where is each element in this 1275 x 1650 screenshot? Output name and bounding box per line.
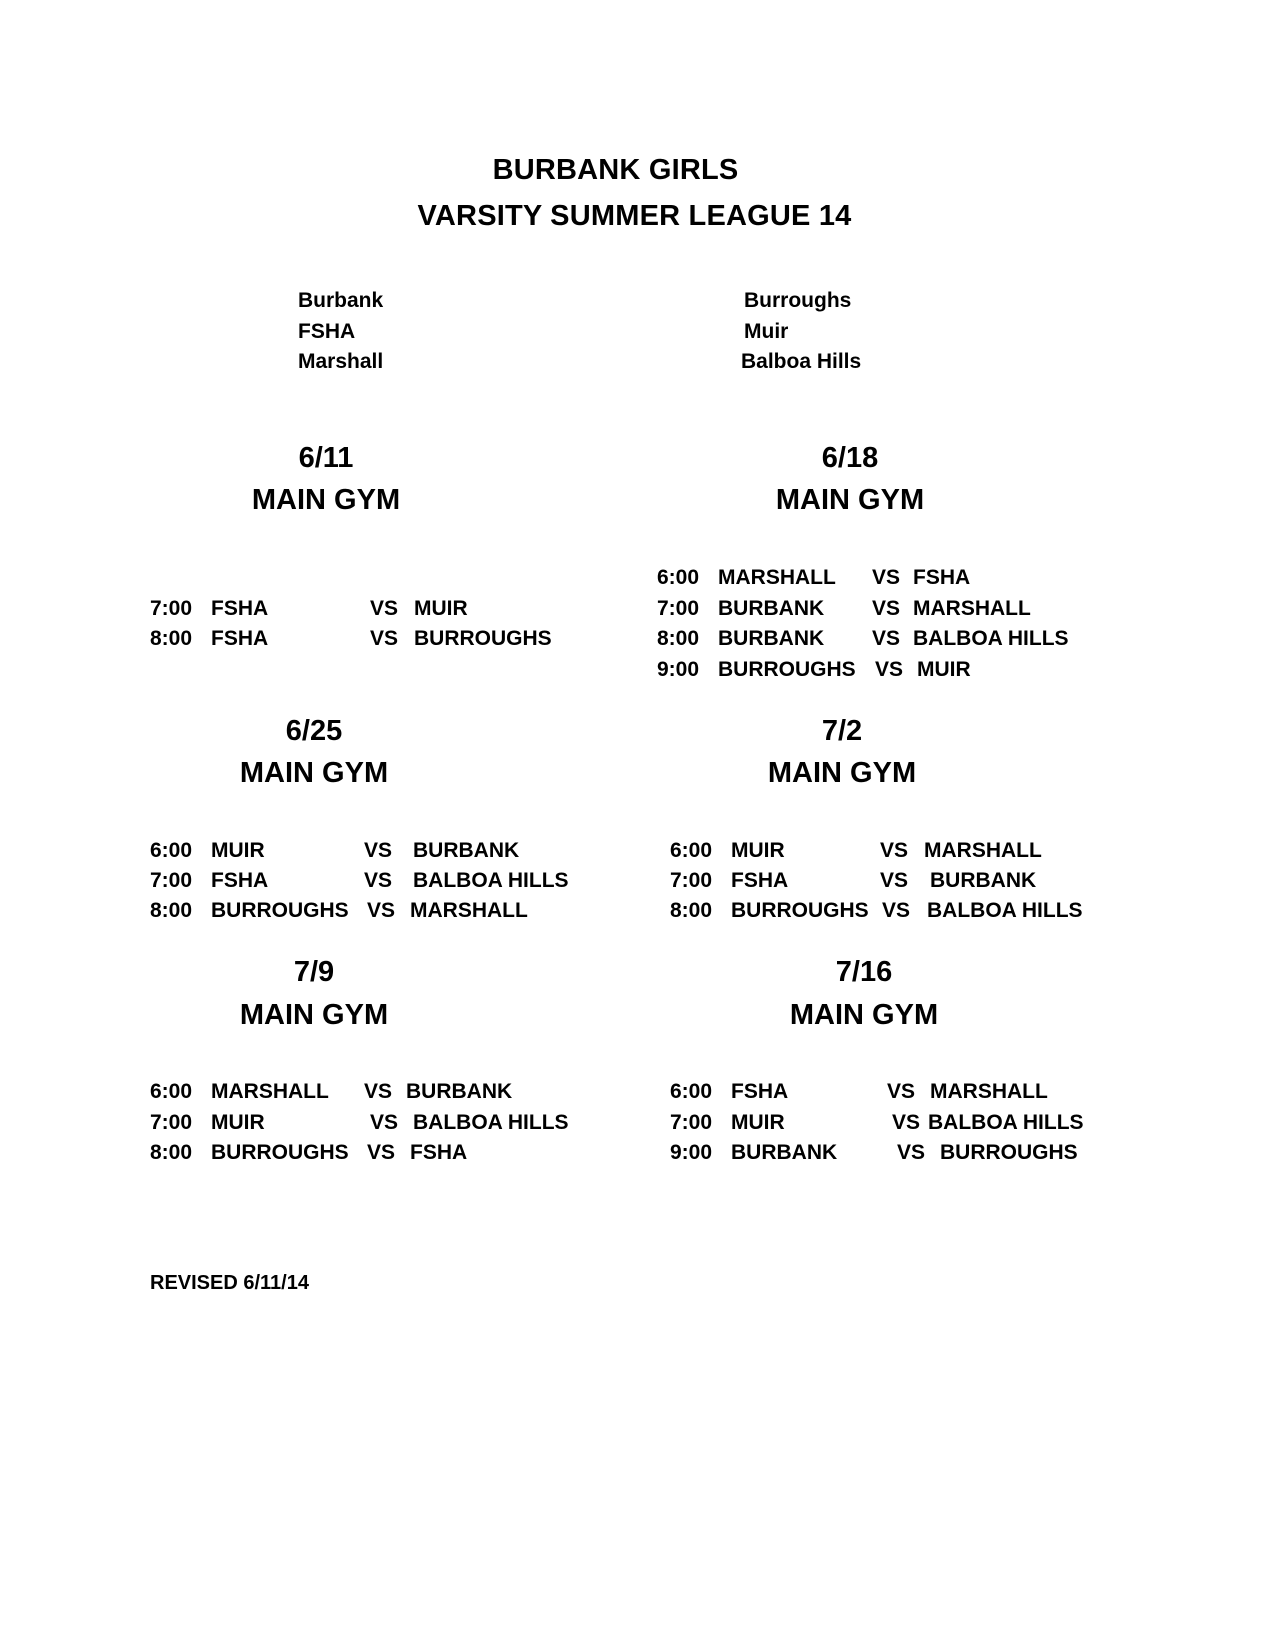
team-list-item: FSHA [298, 320, 356, 343]
game-vs: VS [364, 839, 393, 862]
game-home: BURROUGHS [718, 658, 856, 681]
game-home: BURBANK [718, 627, 825, 650]
game-time: 7:00 [657, 597, 700, 620]
game-time: 9:00 [670, 1141, 713, 1164]
game-time: 8:00 [150, 899, 193, 922]
game-away: BURBANK [406, 1080, 513, 1103]
game-away: BALBOA HILLS [913, 627, 1069, 650]
team-list-item: Muir [744, 320, 789, 343]
game-home: FSHA [211, 597, 269, 620]
page-title: BURBANK GIRLS [492, 154, 739, 186]
game-away: BURROUGHS [940, 1141, 1078, 1164]
schedule-venue: MAIN GYM [239, 757, 389, 789]
game-vs: VS [875, 658, 904, 681]
game-time: 6:00 [670, 1080, 713, 1103]
game-away: MUIR [917, 658, 971, 681]
game-time: 9:00 [657, 658, 700, 681]
game-away: BALBOA HILLS [928, 1111, 1084, 1134]
game-time: 8:00 [150, 627, 193, 650]
game-vs: VS [880, 839, 909, 862]
game-vs: VS [872, 597, 901, 620]
game-home: FSHA [211, 627, 269, 650]
game-time: 7:00 [150, 1111, 193, 1134]
game-away: BALBOA HILLS [413, 869, 569, 892]
schedule-venue: MAIN GYM [239, 999, 389, 1031]
game-away: MARSHALL [913, 597, 1031, 620]
game-away: BURROUGHS [414, 627, 552, 650]
game-vs: VS [370, 597, 399, 620]
game-time: 7:00 [150, 869, 193, 892]
game-away: MUIR [414, 597, 468, 620]
game-away: MARSHALL [410, 899, 528, 922]
schedule-venue: MAIN GYM [251, 484, 401, 516]
game-time: 7:00 [670, 869, 713, 892]
game-vs: VS [892, 1111, 921, 1134]
game-home: MUIR [731, 839, 785, 862]
game-vs: VS [882, 899, 911, 922]
game-home: MARSHALL [211, 1080, 329, 1103]
team-list-item: Burbank [298, 289, 384, 312]
game-time: 6:00 [150, 1080, 193, 1103]
game-time: 8:00 [150, 1141, 193, 1164]
game-away: MARSHALL [924, 839, 1042, 862]
game-vs: VS [897, 1141, 926, 1164]
game-vs: VS [364, 869, 393, 892]
schedule-venue: MAIN GYM [767, 757, 917, 789]
game-vs: VS [872, 566, 901, 589]
game-vs: VS [880, 869, 909, 892]
game-time: 8:00 [670, 899, 713, 922]
game-time: 6:00 [150, 839, 193, 862]
game-home: FSHA [211, 869, 269, 892]
game-away: FSHA [410, 1141, 468, 1164]
game-home: MARSHALL [718, 566, 836, 589]
schedule-date: 6/11 [298, 442, 354, 474]
game-time: 7:00 [150, 597, 193, 620]
schedule-date: 7/16 [835, 956, 893, 988]
revised-note: REVISED 6/11/14 [150, 1272, 309, 1294]
schedule-venue: MAIN GYM [789, 999, 939, 1031]
schedule-date: 6/18 [821, 442, 879, 474]
game-time: 6:00 [657, 566, 700, 589]
schedule-date: 6/25 [285, 715, 343, 747]
schedule-venue: MAIN GYM [775, 484, 925, 516]
game-vs: VS [364, 1080, 393, 1103]
game-vs: VS [370, 627, 399, 650]
game-away: BALBOA HILLS [927, 899, 1083, 922]
team-list-item: Balboa Hills [741, 350, 862, 373]
schedule-date: 7/9 [293, 956, 335, 988]
page-subtitle: VARSITY SUMMER LEAGUE 14 [417, 200, 852, 232]
game-vs: VS [872, 627, 901, 650]
game-home: BURBANK [718, 597, 825, 620]
game-home: MUIR [211, 839, 265, 862]
game-time: 8:00 [657, 627, 700, 650]
game-home: FSHA [731, 869, 789, 892]
game-vs: VS [887, 1080, 916, 1103]
game-away: FSHA [913, 566, 971, 589]
game-home: MUIR [731, 1111, 785, 1134]
game-home: BURBANK [731, 1141, 838, 1164]
game-vs: VS [367, 1141, 396, 1164]
game-time: 6:00 [670, 839, 713, 862]
game-vs: VS [370, 1111, 399, 1134]
game-time: 7:00 [670, 1111, 713, 1134]
game-home: FSHA [731, 1080, 789, 1103]
game-away: BURBANK [930, 869, 1037, 892]
schedule-date: 7/2 [821, 715, 863, 747]
team-list-item: Burroughs [744, 289, 852, 312]
game-away: BURBANK [413, 839, 520, 862]
game-away: MARSHALL [930, 1080, 1048, 1103]
game-vs: VS [367, 899, 396, 922]
game-home: MUIR [211, 1111, 265, 1134]
game-home: BURROUGHS [211, 1141, 349, 1164]
team-list-item: Marshall [298, 350, 384, 373]
game-home: BURROUGHS [731, 899, 869, 922]
game-home: BURROUGHS [211, 899, 349, 922]
game-away: BALBOA HILLS [413, 1111, 569, 1134]
